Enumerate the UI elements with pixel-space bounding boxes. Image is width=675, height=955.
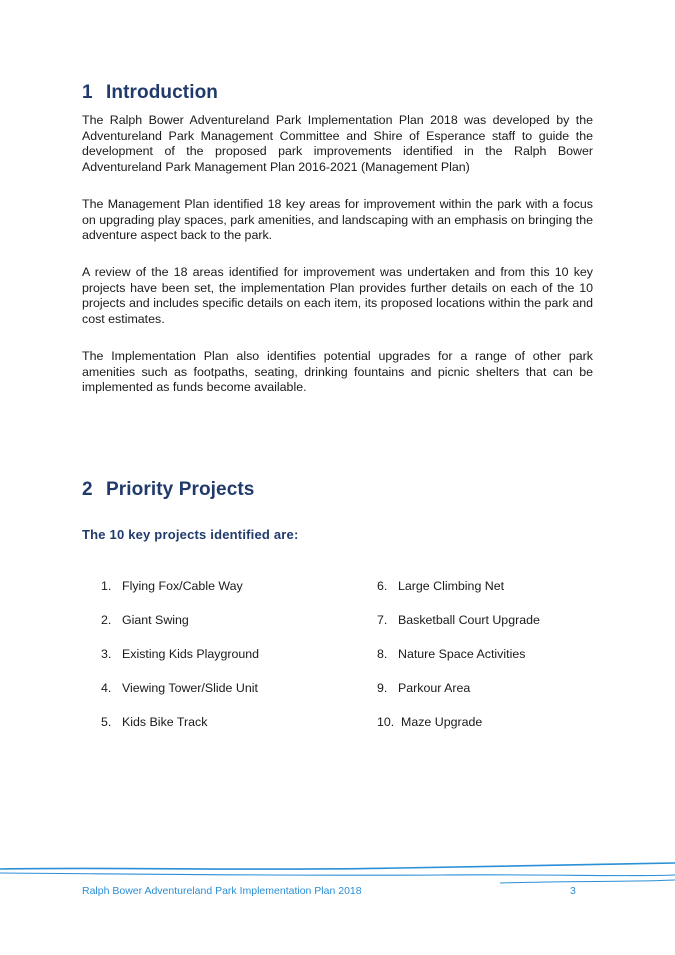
list-item (101, 714, 259, 748)
section-heading-priority-projects (82, 479, 254, 501)
list-item-number: 6. (377, 579, 388, 593)
section-title: Priority Projects (106, 479, 255, 500)
list-item (377, 646, 540, 680)
list-item-number: 3. (101, 647, 112, 661)
list-item-label: Parkour Area (398, 681, 471, 695)
footer-page-number: 3 (570, 885, 576, 897)
list-item-label: Viewing Tower/Slide Unit (122, 681, 258, 695)
list-item-label: Basketball Court Upgrade (398, 613, 540, 627)
footer-wave-line-middle (0, 873, 675, 876)
intro-paragraph-3: A review of the 18 areas identified for improvement was undertaken and from this 10 key projects have been set, the implementation Plan provides further details on each of the 10 projects and includes specific details on each item, its proposed locations within the park and cost estimates. (82, 265, 593, 326)
list-item (377, 612, 540, 646)
list-item-label: Giant Swing (122, 613, 189, 627)
list-item (377, 680, 540, 714)
list-item-label: Existing Kids Playground (122, 647, 260, 661)
list-item (101, 578, 259, 612)
footer-document-title: Ralph Bower Adventureland Park Implementation Plan 2018 (82, 885, 362, 897)
list-item-number: 4. (101, 681, 112, 695)
list-item-label: Kids Bike Track (122, 715, 208, 729)
list-item-number: 9. (377, 681, 388, 695)
list-item-number: 1. (101, 579, 112, 593)
list-item (101, 612, 259, 646)
intro-paragraph-4: The Implementation Plan also identifies potential upgrades for a range of other park amenities such as footpaths, seating, drinking fountains and picnic shelters that can be implemented as funds become available. (82, 349, 593, 395)
section-number: 2 (82, 479, 93, 500)
list-item-label: Large Climbing Net (398, 579, 505, 593)
footer-wave-line-bottom (500, 880, 675, 883)
intro-paragraph-2: The Management Plan identified 18 key areas for improvement within the park with a focus on upgrading play spaces, park amenities, and landscaping with an emphasis on bringing the adventure aspect back to the park. (82, 197, 593, 243)
list-item-number: 10. (377, 715, 395, 729)
project-list-right (377, 578, 540, 748)
list-item-label: Nature Space Activities (398, 647, 526, 661)
section-title: Introduction (106, 82, 219, 103)
list-item-number: 5. (101, 715, 112, 729)
section-number: 1 (82, 82, 93, 103)
intro-paragraph-1: The Ralph Bower Adventureland Park Implementation Plan 2018 was developed by the Adventureland Park Management Committee and Shire of Esperance staff to guide the development of the proposed park improvements identified in the Ralph Bower Adventureland Park Management Plan 2016-2021 (Management Plan) (82, 113, 593, 174)
list-item-number: 8. (377, 647, 388, 661)
section-heading-introduction (82, 82, 218, 104)
list-item-label: Maze Upgrade (401, 715, 483, 729)
list-item (377, 578, 540, 612)
list-item-label: Flying Fox/Cable Way (122, 579, 243, 593)
project-list-left (101, 578, 259, 748)
list-item (101, 646, 259, 680)
projects-subheading: The 10 key projects identified are: (82, 527, 299, 542)
list-item (377, 714, 540, 748)
footer-wave-line-top (0, 863, 675, 869)
list-item (101, 680, 259, 714)
list-item-number: 7. (377, 613, 388, 627)
list-item-number: 2. (101, 613, 112, 627)
